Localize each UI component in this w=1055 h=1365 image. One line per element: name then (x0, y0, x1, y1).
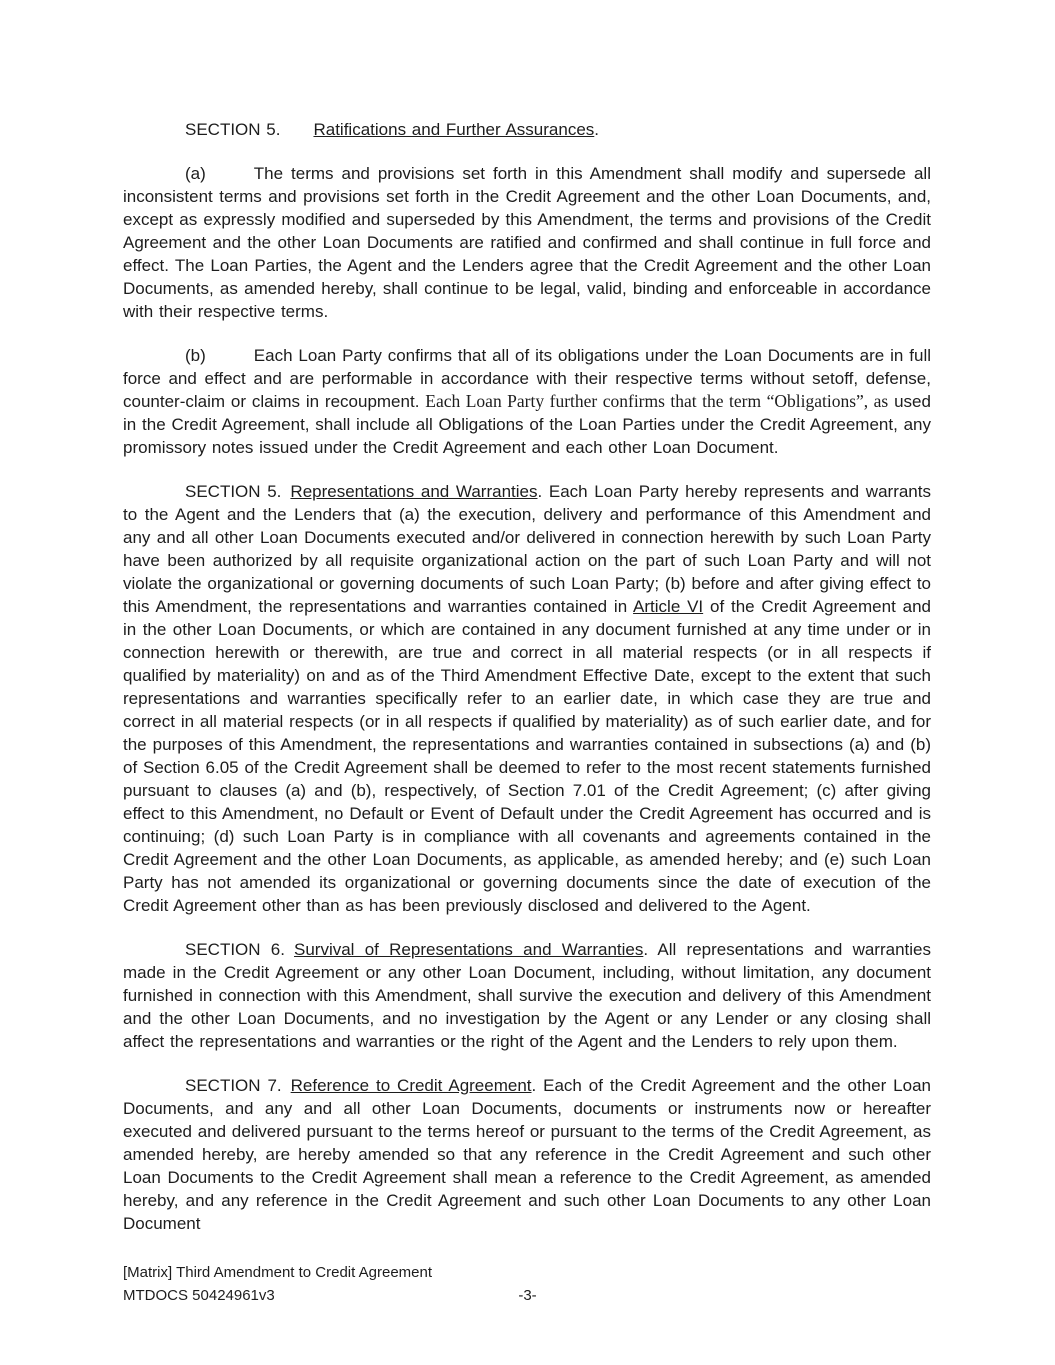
section-body: . Each Loan Party hereby represents and warrants to the Agent and the Lenders that (a) the execution, delivery and performance of this Amendment and any and all other Loan Documents executed and/or delivered in connection herewith by such Loan Party have been authorized by all requisite organizational action on the part of such Loan Party and will not violate the organizational or governing documents of such Loan Party; (b) before and after giving effect to this Amendment, the representations and warranties contained in (123, 482, 931, 616)
paragraph-text: Each Loan Party confirms that all of its obligations under the Loan Documents are in full force and effect and are performable in accordance with their respective terms without setoff, defense, counter-claim or claims in recoupment. (123, 346, 931, 411)
section-representations (123, 480, 931, 917)
page-number: -3- (518, 1287, 537, 1304)
paragraph-marker: (a) (185, 164, 206, 183)
section-title-period: . (594, 120, 600, 139)
footer-doc-number: MTDOCS 50424961v3 (123, 1287, 275, 1304)
section-reference (123, 1074, 931, 1235)
paragraph-text-serif: Each Loan Party further confirms that the term “Obligations”, as (425, 391, 889, 411)
section-label: SECTION 6. (185, 940, 285, 959)
section-body: . All representations and warranties made in the Credit Agreement or any other Loan Document, including, without limitation, any document furnished in connection with this Amendment, shall survive the execution and delivery of this Amendment and the other Loan Documents, and no investigation by the Agent or any Lender or any closing shall affect the representations and warranties or the right of the Agent and the Lenders to rely upon them. (123, 940, 931, 1051)
section-title: Reference to Credit Agreement (290, 1076, 532, 1095)
paragraph-a (123, 162, 931, 323)
paragraph-text: The terms and provisions set forth in this Amendment shall modify and supersede all inconsistent terms and provisions set forth in the Credit Agreement and the other Loan Documents, and, except as expressly modified and superseded by this Amendment, the terms and provisions of the Credit Agreement and the other Loan Documents are ratified and confirmed and shall continue in full force and effect. The Loan Parties, the Agent and the Lenders agree that the Credit Agreement and the other Loan Documents, as amended hereby, shall continue to be legal, valid, binding and enforceable in accordance with their respective terms. (123, 164, 931, 321)
section-survival (123, 938, 931, 1053)
paragraph-b (123, 344, 931, 459)
section-label: SECTION 5. (185, 120, 281, 139)
article-reference: Article VI (633, 597, 704, 616)
section-body: of the Credit Agreement and in the other Loan Documents, or which are contained in any document furnished at any time under or in connection herewith or therewith, are true and correct in all material respects (or in all respects if qualified by materiality) on and as of the Third Amendment Effective Date, except to the extent that such representations and warranties specifically refer to an earlier date, in which case they are true and correct in all material respects (or in all respects if qualified by materiality) as of such earlier date, and for the purposes of this Amendment, the representations and warranties contained in subsections (a) and (b) of Section 6.05 of the Credit Agreement shall be deemed to refer to the most recent statements furnished pursuant to clauses (a) and (b), respectively, of Section 7.01 of the Credit Agreement; (c) after giving effect to this Amendment, no Default or Event of Default under the Credit Agreement has occurred and is continuing; (d) such Loan Party is in compliance with all covenants and agreements contained in the Credit Agreement and the other Loan Documents, as applicable, as amended hereby; and (e) such Loan Party has not amended its organizational or governing documents since the date of execution of the Credit Agreement other than as has been previously disclosed and delivered to the Agent. (123, 597, 931, 915)
footer-doc-label: [Matrix] Third Amendment to Credit Agreement (123, 1264, 433, 1281)
section-body: . Each of the Credit Agreement and the other Loan Documents, and any and all other Loan Documents, documents or instruments now or hereafter executed and delivered pursuant to the terms hereof or pursuant to the terms of the Credit Agreement, as amended hereby, are hereby amended so that any reference in the Credit Agreement and such other Loan Documents to the Credit Agreement shall mean a reference to the Credit Agreement, as amended hereby, and any reference in the Credit Agreement and such other Loan Documents to any other Loan Document (123, 1076, 931, 1233)
section-label: SECTION 7. (185, 1076, 282, 1095)
paragraph-marker: (b) (185, 346, 206, 365)
section-label: SECTION 5. (185, 482, 282, 501)
section-title: Ratifications and Further Assurances (313, 120, 595, 139)
paragraph-text: used in the Credit Agreement, shall include all Obligations of the Loan Parties under the Credit Agreement, any promissory notes issued under the Credit Agreement and each other Loan Document. (123, 392, 931, 457)
section-title: Survival of Representations and Warranties (294, 940, 644, 959)
section-title: Representations and Warranties (290, 482, 538, 501)
document-body (123, 118, 931, 1256)
heading-ratifications (123, 118, 931, 141)
